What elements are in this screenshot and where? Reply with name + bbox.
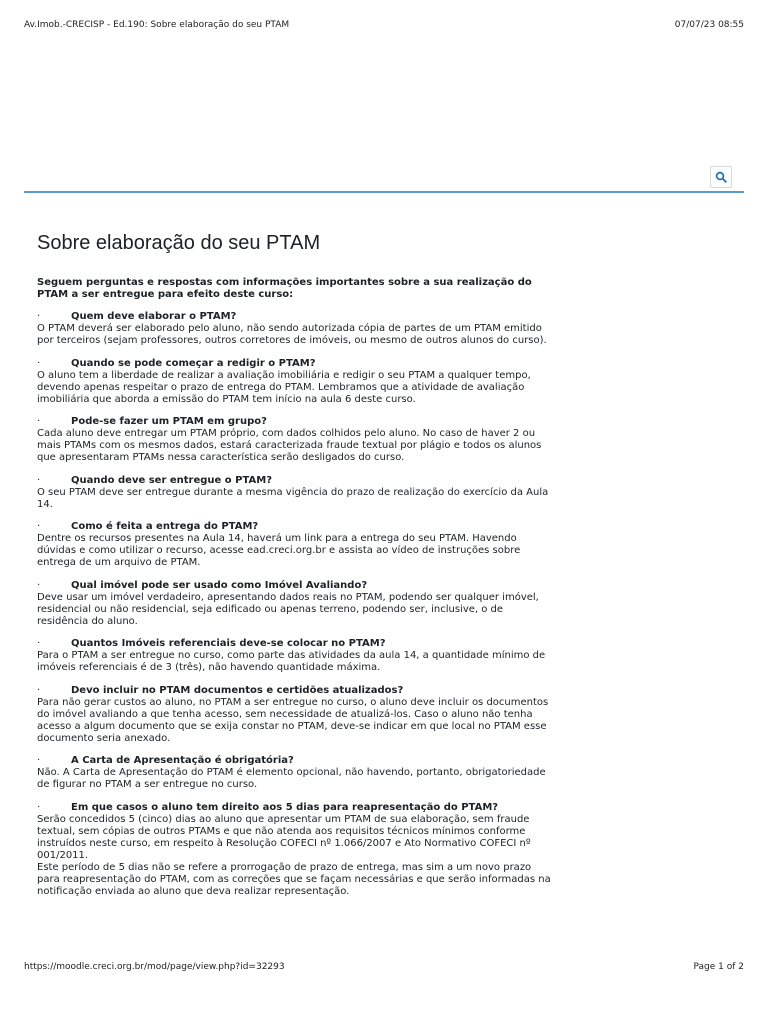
question (37, 358, 552, 370)
question (37, 521, 552, 533)
qa-item (37, 521, 552, 569)
page-title: Sobre elaboração do seu PTAM (37, 232, 321, 254)
search-bar (24, 165, 744, 193)
question-text: Pode-se fazer um PTAM em grupo? (71, 416, 267, 427)
answer: Deve usar um imóvel verdadeiro, apresentando dados reais no PTAM, podendo ser qualquer imóvel, residencial ou não residencial, seja edificado ou apenas terreno, podendo ser, inclusive, o de residência do aluno. (37, 591, 539, 627)
print-footer (24, 962, 744, 974)
question (37, 311, 552, 323)
print-header-datetime: 07/07/23 08:55 (674, 20, 744, 30)
bullet: · (37, 684, 41, 696)
question-text: Qual imóvel pode ser usado como Imóvel Avaliando? (71, 579, 368, 591)
question-text: Devo incluir no PTAM documentos e certidões atualizados? (71, 684, 404, 696)
bullet: · (37, 638, 41, 649)
qa-item (37, 475, 552, 511)
answer: Cada aluno deve entregar um PTAM próprio, com dados colhidos pelo aluno. No caso de haver 2 ou mais PTAMs com os mesmos dados, estará caracterizada fraude textual por plágio e todos os alunos que apresentaram PTAMs nessa característica serão desligados do curso. (37, 428, 542, 463)
qa-item (37, 685, 552, 745)
bullet: · (37, 311, 41, 322)
question (37, 475, 552, 487)
answer: Para o PTAM a ser entregue no curso, como parte das atividades da aula 14, a quantidade mínimo de imóveis referenciais é de 3 (três), não havendo quantidade máxima. (37, 650, 546, 673)
qa-item (37, 802, 552, 898)
bullet: · (37, 579, 41, 591)
bullet: · (37, 801, 41, 813)
page-url: https://moodle.creci.org.br/mod/page/view.php?id=32293 (24, 962, 285, 972)
qa-item (37, 580, 552, 628)
question (37, 685, 552, 697)
page-content (37, 277, 552, 908)
answer-extra: Este período de 5 dias não se refere a prorrogação de prazo de entrega, mas sim a um novo prazo para reapresentação do PTAM, com as correções que se façam necessárias e que serão informadas na notificação enviada ao aluno que deva realizar representação. (37, 861, 551, 897)
bullet: · (37, 357, 41, 369)
bullet: · (37, 474, 41, 486)
answer: Dentre os recursos presentes na Aula 14, haverá um link para a entrega do seu PTAM. Havendo dúvidas e como utilizar o recurso, acesse ead.creci.org.br e assista ao vídeo de instruções sobre entrega de um arquivo de PTAM. (37, 533, 521, 568)
bullet: · (37, 755, 41, 766)
answer: O PTAM deverá ser elaborado pelo aluno, não sendo autorizada cópia de partes de um PTAM emitido por terceiros (sejam professores, outros corretores de imóveis, ou mesmo de outros alunos do curso). (37, 323, 547, 346)
qa-item (37, 358, 552, 406)
qa-item (37, 755, 552, 791)
question (37, 802, 552, 814)
answer: Serão concedidos 5 (cinco) dias ao aluno que apresentar um PTAM de sua elaboração, sem fraude textual, sem cópias de outros PTAMs e que não atenda aos requisitos técnicos mínimos conforme instruídos neste curso, em respeito à Resolução COFECI nº 1.066/2007 e Ato Normativo COFECI nº 001/2011. (37, 813, 531, 861)
bullet: · (37, 416, 41, 427)
search-button[interactable] (710, 166, 732, 188)
question (37, 755, 552, 767)
answer: Para não gerar custos ao aluno, no PTAM a ser entregue no curso, o aluno deve incluir os documentos do imóvel avaliando a que tenha acesso, sem necessidade de atualizá-los. Caso o aluno não tenha acesso a algum documento que se exija constar no PTAM, deve-se indicar em que local no PTAM esse documento seria anexado. (37, 696, 549, 744)
answer: O seu PTAM deve ser entregue durante a mesma vigência do prazo de realização do exercício da Aula 14. (37, 486, 549, 510)
print-header (24, 20, 744, 32)
bullet: · (37, 521, 41, 532)
intro-text: Seguem perguntas e respostas com informações importantes sobre a sua realização do PTAM a ser entregue para efeito deste curso: (37, 277, 532, 300)
qa-item (37, 638, 552, 674)
question-text: Quando deve ser entregue o PTAM? (71, 474, 273, 486)
question (37, 416, 552, 428)
question-text: Em que casos o aluno tem direito aos 5 dias para reapresentação do PTAM? (71, 801, 499, 813)
answer: O aluno tem a liberdade de realizar a avaliação imobiliária e redigir o seu PTAM a qualquer tempo, devendo apenas respeitar o prazo de entrega do PTAM. Lembramos que a atividade de avaliação imobiliária que aborda a emissão do PTAM tem início na aula 6 deste curso. (37, 369, 531, 405)
question-text: Quando se pode começar a redigir o PTAM? (71, 357, 316, 369)
answer: Não. A Carta de Apresentação do PTAM é elemento opcional, não havendo, portanto, obrigatoriedade de figurar no PTAM a ser entregue no curso. (37, 767, 546, 790)
qa-item (37, 416, 552, 464)
question-text: Quantos Imóveis referenciais deve-se colocar no PTAM? (71, 638, 386, 649)
question-text: A Carta de Apresentação é obrigatória? (71, 755, 294, 766)
search-icon (715, 171, 727, 183)
question (37, 580, 552, 592)
question (37, 638, 552, 650)
pagination: Page 1 of 2 (693, 962, 744, 972)
question-text: Quem deve elaborar o PTAM? (71, 311, 237, 322)
qa-item (37, 311, 552, 347)
print-header-title: Av.Imob.-CRECISP - Ed.190: Sobre elaboração do seu PTAM (24, 20, 290, 30)
question-text: Como é feita a entrega do PTAM? (71, 521, 259, 532)
